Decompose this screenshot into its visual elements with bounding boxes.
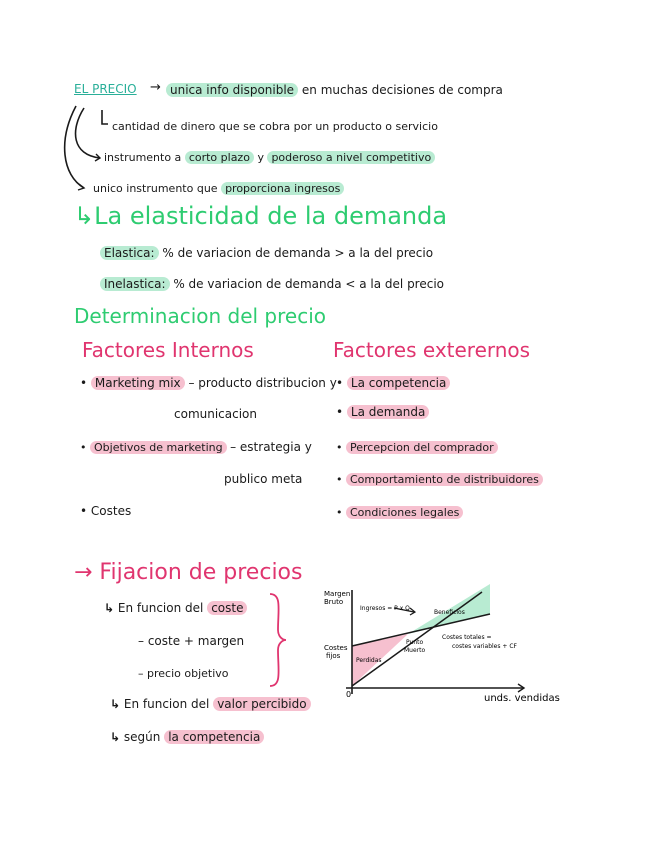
highlight: coste [207, 601, 247, 615]
text: Costes [90, 504, 132, 518]
text: En funcion del [117, 601, 204, 615]
highlight: Objetivos de marketing [90, 441, 227, 454]
perdidas-label: Perdidas [356, 657, 382, 664]
text: % de variacion de demanda < a la del precio [173, 277, 445, 291]
text: En funcion del [123, 697, 210, 711]
text: – estrategia y [230, 440, 312, 454]
highlight: Condiciones legales [346, 506, 463, 519]
inelastic-line [100, 277, 444, 291]
turn-arrow-icon: ↳ [110, 730, 121, 744]
text: unico instrumento que [93, 182, 218, 195]
highlight: La competencia [347, 376, 450, 390]
highlight: Inelastica: [100, 277, 170, 291]
external-item-4: • Comportamiento de distribuidores [336, 473, 543, 486]
cost-sub-2: – precio objetivo [138, 667, 229, 680]
brace-icon [266, 590, 290, 690]
cost-sub-1: – coste + margen [138, 634, 245, 648]
pricing-title: → Fijacion de precios [74, 560, 303, 585]
internal-title: Factores Internos [82, 338, 254, 362]
text: instrumento a [104, 151, 182, 164]
text: y [257, 151, 264, 164]
precio-line3 [104, 151, 435, 164]
costes-totales-1: Costes totales = [442, 634, 492, 641]
value-line [110, 697, 311, 711]
external-item-5: • Condiciones legales [336, 506, 463, 519]
internal-item-2-cont: publico meta [224, 472, 303, 486]
turn-arrow-icon: ↳ [104, 601, 115, 615]
internal-item-1: • Marketing mix – producto distribucion y [80, 376, 337, 390]
comp-line [110, 730, 264, 744]
internal-item-2: • Objetivos de marketing – estrategia y [80, 440, 312, 454]
text: según [123, 730, 161, 744]
highlight: Comportamiento de distribuidores [346, 473, 543, 486]
text: % de variacion de demanda > a la del precio [162, 246, 434, 260]
costes-fijos-1: Costes [324, 644, 348, 652]
internal-item-3: • Costes [80, 504, 132, 518]
external-title: Factores exterernos [333, 338, 531, 362]
highlight: Elastica: [100, 246, 159, 260]
elastic-line [100, 246, 433, 260]
ylabel-1: Margen [324, 590, 351, 598]
precio-title: EL PRECIO [74, 82, 137, 96]
turn-arrow-icon: ↳ [110, 697, 121, 711]
highlight: La demanda [347, 405, 429, 419]
break-even-diagram [318, 584, 568, 708]
arrow-icon: → [150, 80, 161, 95]
elasticity-title: ↳La elasticidad de la demanda [74, 202, 448, 230]
determination-title: Determinacion del precio [74, 304, 327, 328]
external-item-3: • Percepcion del comprador [336, 441, 498, 454]
ylabel-2: Bruto [324, 598, 344, 606]
punto-1: Punto [406, 639, 424, 646]
internal-item-1-cont: comunicacion [174, 407, 258, 421]
punto-2: Muerto [404, 647, 426, 654]
cost-line [104, 601, 247, 615]
costes-fijos-2: fijos [326, 652, 341, 660]
text: – producto distribucion y [188, 376, 337, 390]
external-item-1: • La competencia [336, 376, 450, 390]
highlight: proporciona ingresos [221, 182, 344, 195]
highlight: la competencia [164, 730, 264, 744]
origin-label: 0 [346, 690, 352, 699]
costes-totales-2: costes variables + CF [452, 643, 517, 650]
highlight: poderoso a nivel competitivo [267, 151, 435, 164]
precio-line1 [166, 83, 503, 97]
precio-line4 [93, 182, 344, 195]
highlight: Percepcion del comprador [346, 441, 498, 454]
highlight: Marketing mix [91, 376, 185, 390]
highlight: corto plazo [185, 151, 254, 164]
highlight: unica info disponible [166, 83, 298, 97]
xlabel: unds. vendidas [484, 693, 560, 704]
beneficios-label: Beneficios [434, 609, 465, 616]
ingresos-label: Ingresos = P x Q [360, 605, 410, 612]
highlight: valor percibido [213, 697, 310, 711]
precio-line2: cantidad de dinero que se cobra por un producto o servicio [112, 120, 438, 133]
external-item-2: • La demanda [336, 405, 429, 419]
text: en muchas decisiones de compra [301, 83, 503, 97]
